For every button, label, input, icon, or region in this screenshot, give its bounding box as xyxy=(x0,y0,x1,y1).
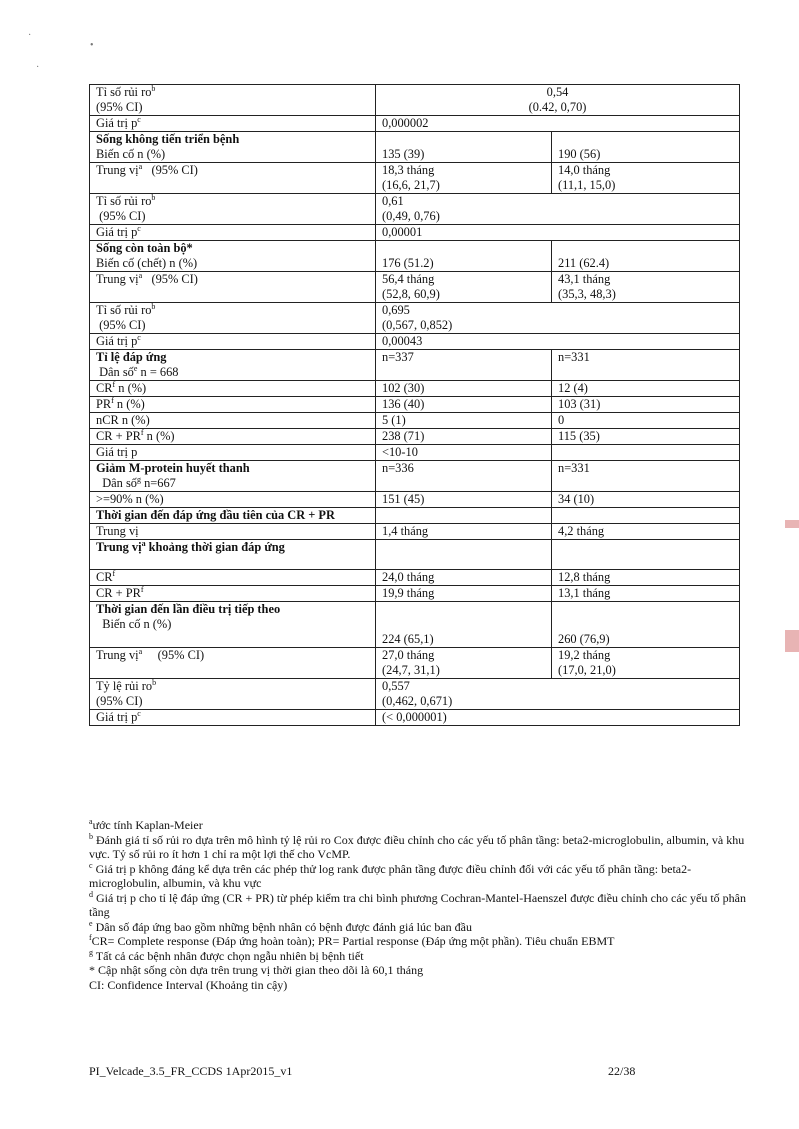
row-label: Giá trị $p^c$ xyxy=(90,225,376,241)
table-row xyxy=(90,272,740,303)
row-value: 0,54 (0.42, 0,70) xyxy=(376,85,740,116)
row-value: (< 0,000001) xyxy=(376,710,740,726)
row-label: $PR^f$ n (%) xyxy=(90,397,376,413)
table-row xyxy=(90,602,740,648)
cell-vcmp xyxy=(376,540,552,570)
cell-mp: 12,8 tháng xyxy=(552,570,740,586)
scan-stain xyxy=(785,630,799,652)
cell-vcmp: 1,4 tháng xyxy=(376,524,552,540)
table-row xyxy=(90,163,740,194)
row-label: $CR^f$ n (%) xyxy=(90,381,376,397)
table-row xyxy=(90,381,740,397)
table-row xyxy=(90,445,740,461)
table-row xyxy=(90,350,740,381)
cell-mp: 14,0 tháng (11,1, 15,0) xyxy=(552,163,740,194)
row-label: Trung vị$^a$ (95% CI) xyxy=(90,272,376,303)
table-row xyxy=(90,194,740,225)
document-id: PI_Velcade_3.5_FR_CCDS 1Apr2015_v1 xyxy=(89,1064,293,1078)
row-label: Tỉ lệ đáp ứng Dân số$^e$ n = 668 xyxy=(90,350,376,381)
table-row xyxy=(90,648,740,679)
table-row xyxy=(90,508,740,524)
table-row xyxy=(90,492,740,508)
row-label: CR + $PR^f$ n (%) xyxy=(90,429,376,445)
table-row xyxy=(90,225,740,241)
row-label: Trung vị$^a$ (95% CI) xyxy=(90,163,376,194)
table-row xyxy=(90,540,740,570)
row-label: Tỷ lệ rủi $ro^b$ (95% CI) xyxy=(90,679,376,710)
cell-vcmp: n=336 xyxy=(376,461,552,492)
table-row xyxy=(90,397,740,413)
footnote: $^f$CR= Complete response (Đáp ứng hoàn toàn); PR= Partial response (Đáp ứng một phần). Tiêu chuẩn EBMT xyxy=(89,933,615,948)
footnote: $^a$ước tính Kaplan-Meier xyxy=(89,817,203,832)
row-label: Giá trị p xyxy=(90,445,376,461)
row-label: Trung vị xyxy=(90,524,376,540)
row-label: Sống không tiến triển bệnh Biến cố n (%) xyxy=(90,132,376,163)
cell-mp: 103 (31) xyxy=(552,397,740,413)
row-label: Giảm M-protein huyết thanh Dân số$^g$ n=667 xyxy=(90,461,376,492)
cell-mp xyxy=(552,445,740,461)
cell-vcmp: 238 (71) xyxy=(376,429,552,445)
cell-mp: 115 (35) xyxy=(552,429,740,445)
footnote: * Cập nhật sống còn dựa trên trung vị thời gian theo dõi là 60,1 tháng xyxy=(89,963,424,977)
row-value: 0,00043 xyxy=(376,334,740,350)
row-value: 0,000002 xyxy=(376,116,740,132)
footnote: $^g$ Tất cả các bệnh nhân được chọn ngẫu nhiên bị bệnh tiết xyxy=(89,947,364,963)
table-row xyxy=(90,679,740,710)
table-row xyxy=(90,334,740,350)
page-number: 22/38 xyxy=(608,1064,636,1078)
scan-speck: · xyxy=(28,30,32,41)
cell-vcmp: 18,3 tháng (16,6, 21,7) xyxy=(376,163,552,194)
row-label: nCR n (%) xyxy=(90,413,376,429)
row-label: $CR^f$ xyxy=(90,570,376,586)
row-label: Giá trị $p^c$ xyxy=(90,334,376,350)
cell-mp: 13,1 tháng xyxy=(552,586,740,602)
table-row xyxy=(90,413,740,429)
table-row xyxy=(90,710,740,726)
table-row xyxy=(90,85,740,116)
cell-vcmp: 151 (45) xyxy=(376,492,552,508)
results-table xyxy=(89,84,740,726)
row-label: Tỉ số rủi $ro^b$ (95% CI) xyxy=(90,85,376,116)
cell-mp: 4,2 tháng xyxy=(552,524,740,540)
row-label: Trung vị$^a$ khoảng thời gian đáp ứng xyxy=(90,540,376,570)
cell-vcmp: n=337 xyxy=(376,350,552,381)
cell-mp: n=331 xyxy=(552,350,740,381)
table-row xyxy=(90,570,740,586)
row-value: 0,61 (0,49, 0,76) xyxy=(376,194,740,225)
footnote: $^d$ Giá trị p cho tỉ lệ đáp ứng (CR + PR) từ phép kiểm tra chi bình phương Cochran-Mantel-Haenszel được điều chỉnh cho các yếu tố phân tầng xyxy=(89,889,746,919)
row-label: >=90% n (%) xyxy=(90,492,376,508)
row-value: 0,557 (0,462, 0,671) xyxy=(376,679,740,710)
cell-mp: 34 (10) xyxy=(552,492,740,508)
cell-vcmp: 24,0 tháng xyxy=(376,570,552,586)
cell-mp: 0 xyxy=(552,413,740,429)
row-label: Giá trị $p^c$ xyxy=(90,710,376,726)
footnotes xyxy=(89,818,749,992)
scan-speck: · xyxy=(36,62,40,73)
cell-mp: 43,1 tháng (35,3, 48,3) xyxy=(552,272,740,303)
table-row xyxy=(90,116,740,132)
cell-vcmp: 224 (65,1) xyxy=(376,602,552,648)
cell-vcmp: 56,4 tháng (52,8, 60,9) xyxy=(376,272,552,303)
table-row xyxy=(90,524,740,540)
cell-vcmp: <10-10 xyxy=(376,445,552,461)
cell-mp: 12 (4) xyxy=(552,381,740,397)
row-label: Sống còn toàn bộ* Biến cố (chết) n (%) xyxy=(90,241,376,272)
footnote: CI: Confidence Interval (Khoảng tin cậy) xyxy=(89,977,288,992)
cell-vcmp: 176 (51.2) xyxy=(376,241,552,272)
footnote: $^b$ Đánh giá tỉ số rủi ro dựa trên mô hình tỷ lệ rủi ro Cox được điều chỉnh cho các yếu tố phân tầng: beta2-microglobulin, albumin, và khu vực. Tỷ số rủi ro ít hơn 1 chỉ ra một lợi thế cho VcMP. xyxy=(89,831,745,861)
cell-vcmp: 135 (39) xyxy=(376,132,552,163)
row-label: Thời gian đến đáp ứng đầu tiên của CR + PR xyxy=(90,508,376,524)
table-row xyxy=(90,586,740,602)
row-label: Thời gian đến lần điều trị tiếp theo Biến cố n (%) xyxy=(90,602,376,648)
table-row xyxy=(90,303,740,334)
row-value: 0,695 (0,567, 0,852) xyxy=(376,303,740,334)
cell-vcmp: 27,0 tháng (24,7, 31,1) xyxy=(376,648,552,679)
footnote: $^e$ Dân số đáp ứng bao gồm những bệnh nhân có bệnh được đánh giá lúc ban đầu xyxy=(89,918,472,934)
cell-mp: 211 (62.4) xyxy=(552,241,740,272)
cell-vcmp: 5 (1) xyxy=(376,413,552,429)
cell-vcmp xyxy=(376,508,552,524)
table-row xyxy=(90,132,740,163)
cell-mp xyxy=(552,540,740,570)
cell-vcmp: 136 (40) xyxy=(376,397,552,413)
cell-vcmp: 19,9 tháng xyxy=(376,586,552,602)
scan-stain xyxy=(785,520,799,528)
table-row xyxy=(90,461,740,492)
cell-mp: 260 (76,9) xyxy=(552,602,740,648)
row-label: Tỉ số rủi $ro^b$ (95% CI) xyxy=(90,194,376,225)
row-label: CR + $PR^f$ xyxy=(90,586,376,602)
row-label: Tỉ số rủi $ro^b$ (95% CI) xyxy=(90,303,376,334)
footnote: $^c$ Giá trị p không đáng kể dựa trên các phép thử log rank được phân tầng được điều chỉnh đối với các yếu tố phân tầng: beta2-microglobulin, albumin, và khu vực xyxy=(89,860,692,890)
row-value: 0,00001 xyxy=(376,225,740,241)
cell-mp: 190 (56) xyxy=(552,132,740,163)
scan-speck: • xyxy=(90,40,94,51)
table-row xyxy=(90,241,740,272)
cell-mp xyxy=(552,508,740,524)
cell-mp: n=331 xyxy=(552,461,740,492)
table-row xyxy=(90,429,740,445)
cell-mp: 19,2 tháng (17,0, 21,0) xyxy=(552,648,740,679)
row-label: Giá trị $p^c$ xyxy=(90,116,376,132)
cell-vcmp: 102 (30) xyxy=(376,381,552,397)
row-label: Trung vị$^a$ (95% CI) xyxy=(90,648,376,679)
